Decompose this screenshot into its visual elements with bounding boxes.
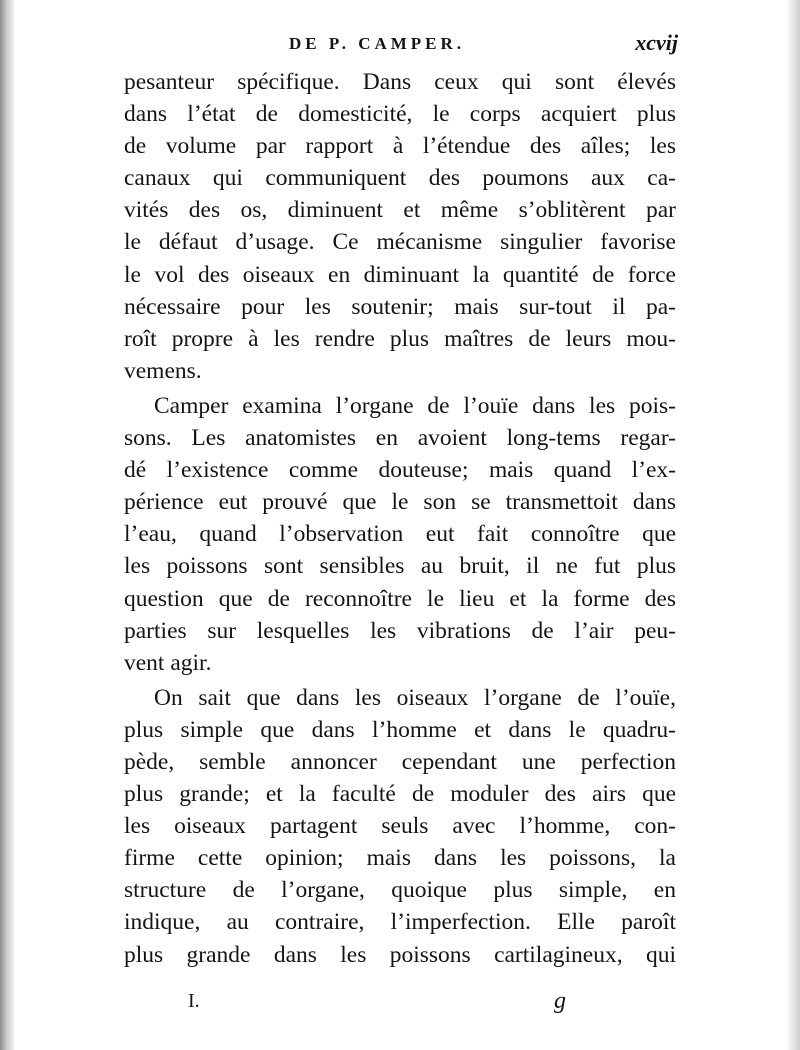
text-line: dans l’état de domesticité, le corps acquiert plus (124, 101, 676, 128)
text-line: le défaut d’usage. Ce mécanisme singulier favorise (124, 229, 676, 256)
text-line: vent agir. (124, 649, 212, 676)
text-line: firme cette opinion; mais dans les poissons, la (124, 845, 676, 872)
body-text (124, 66, 676, 971)
text-line: roît propre à les rendre plus maîtres de leurs mou- (124, 325, 676, 352)
paragraph-3 (124, 682, 676, 971)
text-line: indique, au contraire, l’imperfection. Elle paroît (124, 909, 676, 936)
book-gutter-shadow (0, 0, 14, 1050)
text-line: vemens. (124, 357, 202, 384)
text-line: On sait que dans les oiseaux l’organe de l’ouïe, (154, 684, 676, 711)
text-line: parties sur lesquelles les vibrations de l’air peu- (124, 617, 676, 644)
text-line: nécessaire pour les soutenir; mais sur-tout il pa- (124, 293, 676, 320)
text-line: pède, semble annoncer cependant une perfection (124, 748, 676, 775)
text-line: l’eau, quand l’observation eut fait connoître que (124, 521, 676, 548)
text-line: plus grande dans les poissons cartilagineux, qui (124, 941, 676, 968)
text-line: Camper examina l’organe de l’ouïe dans les pois- (154, 392, 676, 419)
page-number: xcvij (635, 30, 678, 55)
text-line: plus simple que dans l’homme et dans le quadru- (124, 716, 676, 743)
paragraph-1 (124, 66, 676, 387)
page-edge-shadow (786, 0, 800, 1050)
text-line: le vol des oiseaux en diminuant la quantité de force (124, 261, 676, 288)
text-line: les poissons sont sensibles au bruit, il ne fut plus (124, 553, 676, 580)
text-line: vités des os, diminuent et même s’oblitèrent par (124, 197, 676, 224)
gathering-letter: g (554, 988, 566, 1014)
text-line: plus grande; et la faculté de moduler des airs que (124, 781, 676, 808)
text-line: structure de l’organe, quoique plus simple, en (124, 877, 676, 904)
running-head (124, 26, 676, 66)
text-line: dé l’existence comme douteuse; mais quand l’ex- (124, 457, 676, 484)
text-line: périence eut prouvé que le son se transmettoit dans (124, 489, 676, 516)
text-line: les oiseaux partagent seuls avec l’homme, con- (124, 813, 676, 840)
page-footer (188, 990, 588, 1030)
text-line: sons. Les anatomistes en avoient long-tems regar- (124, 425, 676, 452)
text-line: question que de reconnoître le lieu et la forme des (124, 585, 676, 612)
text-line: pesanteur spécifique. Dans ceux qui sont élevés (124, 69, 676, 95)
paragraph-2 (124, 390, 676, 679)
book-page (124, 26, 676, 971)
running-title: DE P. CAMPER. (289, 34, 466, 53)
text-line: de volume par rapport à l’étendue des aîles; les (124, 133, 676, 160)
text-line: canaux qui communiquent des poumons aux ca- (124, 165, 676, 192)
signature-mark: I. (188, 990, 200, 1012)
